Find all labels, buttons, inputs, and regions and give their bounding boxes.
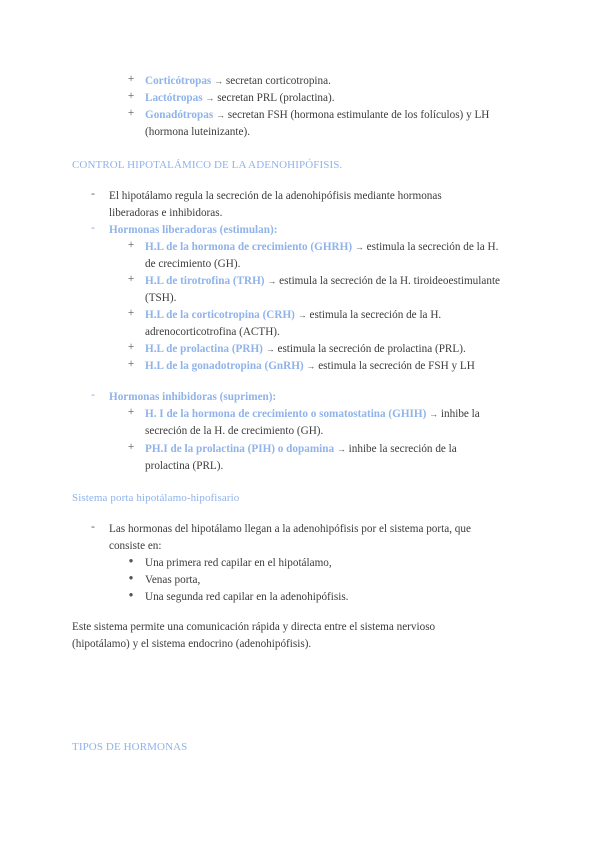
paragraph: El hipotálamo regula la secreción de la adenohipófisis mediante hormonas liberadoras e inhibidoras. xyxy=(109,190,442,219)
plus-bullet: + xyxy=(127,406,135,418)
dash-bullet: - xyxy=(91,222,95,234)
list-item: H.L de la corticotropina (CRH) → estimula la secreción de la H. adrenocorticotrofina (ACTH). xyxy=(145,309,442,338)
highlight-term: Corticótropas xyxy=(145,75,212,87)
plus-bullet: + xyxy=(127,441,135,453)
plus-bullet: + xyxy=(127,273,135,285)
list-item: H.L de prolactina (PRH) → estimula la secreción de prolactina (PRL). xyxy=(145,343,466,355)
list-item: PH.I de la prolactina (PIH) o dopamina → inhibe la secreción de la prolactina (PRL). xyxy=(145,443,457,472)
section-heading: Sistema porta hipotálamo-hipofisario xyxy=(72,492,240,504)
plus-bullet: + xyxy=(127,107,135,119)
list-item: Lactótropas → secretan PRL (prolactina). xyxy=(145,92,335,104)
plus-bullet: + xyxy=(127,307,135,319)
list-item: Una primera red capilar en el hipotálamo, xyxy=(145,557,332,569)
section-heading: TIPOS DE HORMONAS xyxy=(72,741,188,753)
list-item: H.L de la gonadotropina (GnRH) → estimula la secreción de FSH y LH xyxy=(145,360,475,372)
list-item: H. I de la hormona de crecimiento o somatostatina (GHIH) → inhibe la secreción de la H. de crecimiento (GH). xyxy=(145,408,480,437)
subsection-title: Hormonas liberadoras (estimulan): xyxy=(109,224,278,236)
list-item: H.L de la hormona de crecimiento (GHRH) → estimula la secreción de la H. de crecimiento (GH). xyxy=(145,241,499,270)
plus-bullet: + xyxy=(127,239,135,251)
list-item: Venas porta, xyxy=(145,574,201,586)
section-heading: CONTROL HIPOTALÁMICO DE LA ADENOHIPÓFISIS. xyxy=(72,159,343,171)
plus-bullet: + xyxy=(127,90,135,102)
dash-bullet: - xyxy=(91,389,95,401)
dash-bullet: - xyxy=(91,188,95,200)
dot-bullet: ● xyxy=(128,590,134,599)
paragraph: Las hormonas del hipotálamo llegan a la adenohipófisis por el sistema porta, que consiste en: xyxy=(109,523,471,552)
list-item: Corticótropas → secretan corticotropina. xyxy=(145,75,331,87)
plus-bullet: + xyxy=(127,358,135,370)
dot-bullet: ● xyxy=(128,556,134,565)
dash-bullet: - xyxy=(91,521,95,533)
paragraph: Este sistema permite una comunicación rápida y directa entre el sistema nervioso (hipotálamo) y el sistema endocrino (adenohipófisis). xyxy=(72,621,436,650)
subsection-title: Hormonas inhibidoras (suprimen): xyxy=(109,391,277,403)
plus-bullet: + xyxy=(127,73,135,85)
list-item: H.L de tirotrofina (TRH) → estimula la secreción de la H. tiroideoestimulante (TSH). xyxy=(145,275,501,304)
list-item: Gonadótropas → secretan FSH (hormona estimulante de los folículos) y LH (hormona luteinizante). xyxy=(145,109,490,138)
plus-bullet: + xyxy=(127,341,135,353)
list-item: Una segunda red capilar en la adenohipófisis. xyxy=(145,591,349,603)
dot-bullet: ● xyxy=(128,573,134,582)
